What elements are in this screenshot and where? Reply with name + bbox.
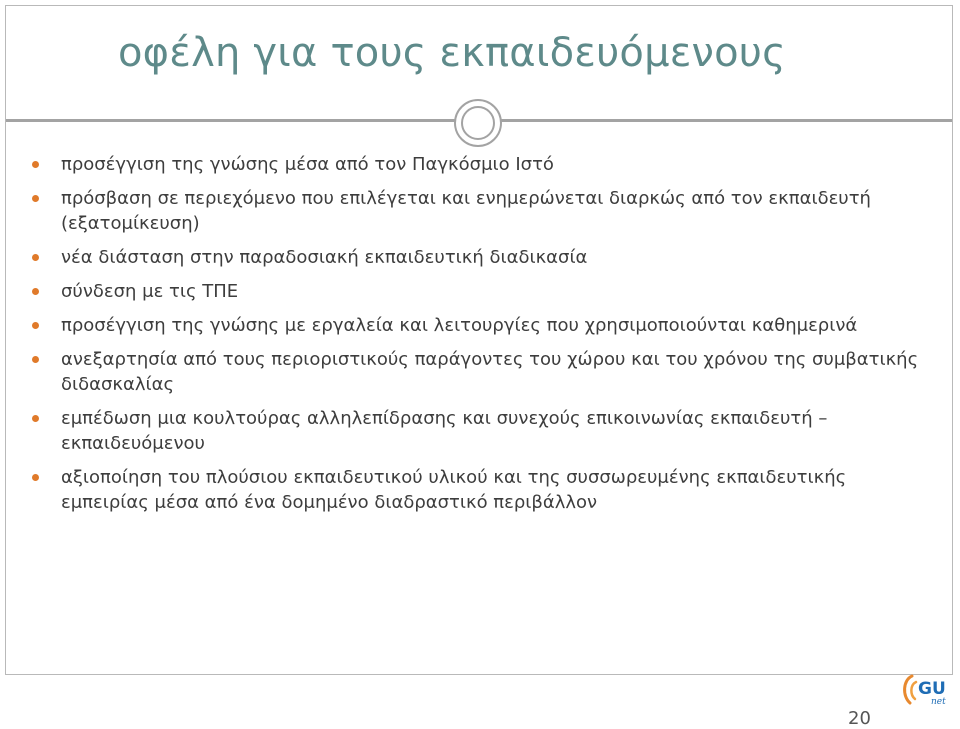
list-item xyxy=(30,245,930,270)
list-item xyxy=(30,152,930,177)
list-item xyxy=(30,465,930,515)
slide-title: οφέλη για τους εκπαιδευόμενους xyxy=(118,30,786,76)
circle-emblem-inner xyxy=(461,106,495,140)
logo-subtext: net xyxy=(931,697,946,707)
bullet-dot-icon xyxy=(32,254,39,261)
bullet-dot-icon xyxy=(32,474,39,481)
bullet-dot-icon xyxy=(32,288,39,295)
list-item-text: αξιοποίηση του πλούσιου εκπαιδευτικού υλικού και της συσσωρευμένης εκπαιδευτικής εμπειρίας μέσα από ένα δομημένο διαδραστικό περιβάλλον xyxy=(61,467,847,513)
bullet-list xyxy=(30,152,930,524)
bullet-dot-icon xyxy=(32,195,39,202)
list-item xyxy=(30,186,930,236)
list-item-text: προσέγγιση της γνώσης μέσα από τον Παγκόσμιο Ιστό xyxy=(61,154,554,175)
list-item-text: εμπέδωση μια κουλτούρας αλληλεπίδρασης και συνεχούς επικοινωνίας εκπαιδευτή – εκπαιδευόμενου xyxy=(61,408,828,454)
list-item-text: ανεξαρτησία από τους περιοριστικούς παράγοντες του χώρου και του χρόνου της συμβατικής διδασκαλίας xyxy=(61,349,919,395)
gunet-logo-icon xyxy=(898,670,954,708)
list-item xyxy=(30,347,930,397)
list-item-text: προσέγγιση της γνώσης με εργαλεία και λειτουργίες που χρησιμοποιούνται καθημερινά xyxy=(61,315,858,336)
list-item-text: σύνδεση με τις ΤΠΕ xyxy=(61,281,239,302)
list-item xyxy=(30,279,930,304)
bullet-dot-icon xyxy=(32,161,39,168)
bullet-dot-icon xyxy=(32,322,39,329)
list-item-text: πρόσβαση σε περιεχόμενο που επιλέγεται και ενημερώνεται διαρκώς από τον εκπαιδευτή (εξατομίκευση) xyxy=(61,188,871,234)
logo-text: GU xyxy=(918,679,946,699)
circle-emblem-icon xyxy=(454,99,502,147)
page-number: 20 xyxy=(848,708,871,729)
bullet-dot-icon xyxy=(32,356,39,363)
list-item xyxy=(30,406,930,456)
list-item-text: νέα διάσταση στην παραδοσιακή εκπαιδευτική διαδικασία xyxy=(61,247,588,268)
list-item xyxy=(30,313,930,338)
bullet-dot-icon xyxy=(32,415,39,422)
